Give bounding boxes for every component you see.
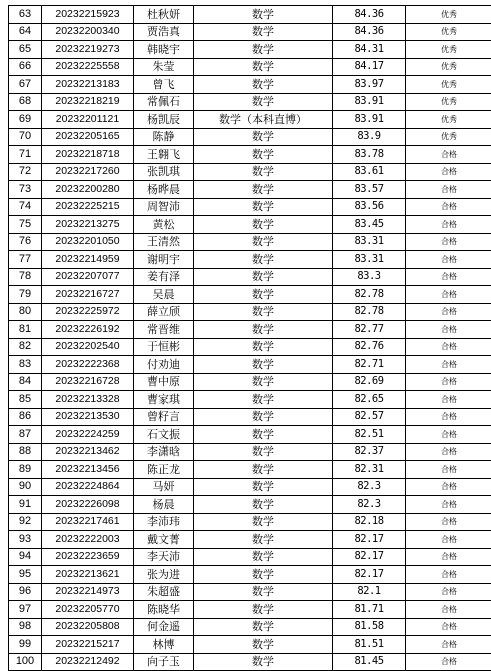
grade-cell: 合格 xyxy=(406,566,491,584)
table-row xyxy=(9,653,491,671)
score-cell: 81.45 xyxy=(333,653,406,671)
student-name-cell: 何金遥 xyxy=(134,618,194,636)
major-cell: 数学 xyxy=(194,618,333,636)
major-cell: 数学 xyxy=(194,513,333,531)
student-name-cell: 曾籽言 xyxy=(134,408,194,426)
major-cell: 数学 xyxy=(194,58,333,76)
rank-cell: 87 xyxy=(9,426,42,444)
rank-cell: 98 xyxy=(9,618,42,636)
table-row xyxy=(9,548,491,566)
major-cell: 数学 xyxy=(194,408,333,426)
student-name-cell: 吴晨 xyxy=(134,286,194,304)
rank-cell: 90 xyxy=(9,478,42,496)
student-name-cell: 李天沛 xyxy=(134,548,194,566)
major-cell: 数学 xyxy=(194,268,333,286)
table-row xyxy=(9,478,491,496)
student-id-cell: 20232222003 xyxy=(42,531,134,549)
grade-cell: 合格 xyxy=(406,198,491,216)
student-id-cell: 20232201121 xyxy=(42,111,134,129)
rank-cell: 64 xyxy=(9,23,42,41)
table-row xyxy=(9,286,491,304)
rank-cell: 86 xyxy=(9,408,42,426)
major-cell: 数学 xyxy=(194,216,333,234)
table-row xyxy=(9,356,491,374)
grade-cell: 合格 xyxy=(406,373,491,391)
grade-cell: 合格 xyxy=(406,356,491,374)
rank-cell: 84 xyxy=(9,373,42,391)
rank-cell: 79 xyxy=(9,286,42,304)
major-cell: 数学 xyxy=(194,321,333,339)
student-id-cell: 20232226192 xyxy=(42,321,134,339)
score-cell: 83.31 xyxy=(333,233,406,251)
grade-cell: 优秀 xyxy=(406,93,491,111)
table-row xyxy=(9,408,491,426)
rank-cell: 66 xyxy=(9,58,42,76)
rank-cell: 99 xyxy=(9,636,42,654)
student-name-cell: 曾飞 xyxy=(134,76,194,94)
major-cell: 数学 xyxy=(194,583,333,601)
grade-cell: 合格 xyxy=(406,531,491,549)
student-id-cell: 20232225215 xyxy=(42,198,134,216)
table-row xyxy=(9,111,491,129)
major-cell: 数学 xyxy=(194,496,333,514)
grade-cell: 合格 xyxy=(406,163,491,181)
rank-cell: 78 xyxy=(9,268,42,286)
table-row xyxy=(9,41,491,59)
rank-cell: 83 xyxy=(9,356,42,374)
score-cell: 83.31 xyxy=(333,251,406,269)
student-id-cell: 20232224864 xyxy=(42,478,134,496)
score-cell: 82.77 xyxy=(333,321,406,339)
rank-cell: 96 xyxy=(9,583,42,601)
score-cell: 82.1 xyxy=(333,583,406,601)
major-cell: 数学 xyxy=(194,531,333,549)
score-cell: 83.3 xyxy=(333,268,406,286)
major-cell: 数学 xyxy=(194,443,333,461)
grade-cell: 合格 xyxy=(406,653,491,671)
major-cell: 数学 xyxy=(194,338,333,356)
student-id-cell: 20232205808 xyxy=(42,618,134,636)
table-row xyxy=(9,583,491,601)
student-name-cell: 杨晨 xyxy=(134,496,194,514)
rank-cell: 85 xyxy=(9,391,42,409)
student-name-cell: 张为进 xyxy=(134,566,194,584)
student-name-cell: 王翱飞 xyxy=(134,146,194,164)
table-row xyxy=(9,461,491,479)
student-id-cell: 20232202540 xyxy=(42,338,134,356)
grade-cell: 优秀 xyxy=(406,6,491,24)
table-row xyxy=(9,373,491,391)
table-row xyxy=(9,303,491,321)
grade-cell: 合格 xyxy=(406,251,491,269)
table-row xyxy=(9,618,491,636)
student-name-cell: 周智沛 xyxy=(134,198,194,216)
table-row xyxy=(9,443,491,461)
grade-cell: 合格 xyxy=(406,268,491,286)
grade-cell: 合格 xyxy=(406,478,491,496)
grade-table xyxy=(8,5,491,671)
student-id-cell: 20232213621 xyxy=(42,566,134,584)
score-cell: 82.37 xyxy=(333,443,406,461)
student-id-cell: 20232200340 xyxy=(42,23,134,41)
rank-cell: 63 xyxy=(9,6,42,24)
rank-cell: 65 xyxy=(9,41,42,59)
student-name-cell: 谢明宇 xyxy=(134,251,194,269)
major-cell: 数学 xyxy=(194,566,333,584)
major-cell: 数学 xyxy=(194,93,333,111)
score-cell: 82.65 xyxy=(333,391,406,409)
score-cell: 83.78 xyxy=(333,146,406,164)
grade-cell: 合格 xyxy=(406,443,491,461)
major-cell: 数学 xyxy=(194,373,333,391)
table-row xyxy=(9,531,491,549)
rank-cell: 69 xyxy=(9,111,42,129)
student-id-cell: 20232200280 xyxy=(42,181,134,199)
major-cell: 数学 xyxy=(194,198,333,216)
major-cell: 数学 xyxy=(194,41,333,59)
grade-cell: 合格 xyxy=(406,583,491,601)
table-row xyxy=(9,76,491,94)
student-name-cell: 李潇晗 xyxy=(134,443,194,461)
table-row xyxy=(9,268,491,286)
table-row xyxy=(9,163,491,181)
grade-cell: 合格 xyxy=(406,426,491,444)
score-cell: 82.3 xyxy=(333,496,406,514)
student-name-cell: 付劝迪 xyxy=(134,356,194,374)
student-id-cell: 20232213183 xyxy=(42,76,134,94)
major-cell: 数学 xyxy=(194,181,333,199)
grade-cell: 优秀 xyxy=(406,128,491,146)
table-row xyxy=(9,321,491,339)
student-id-cell: 20232224259 xyxy=(42,426,134,444)
grade-cell: 合格 xyxy=(406,303,491,321)
student-id-cell: 20232219273 xyxy=(42,41,134,59)
score-cell: 82.17 xyxy=(333,531,406,549)
rank-cell: 70 xyxy=(9,128,42,146)
student-name-cell: 黄松 xyxy=(134,216,194,234)
major-cell: 数学 xyxy=(194,426,333,444)
score-cell: 82.51 xyxy=(333,426,406,444)
rank-cell: 73 xyxy=(9,181,42,199)
student-id-cell: 20232215217 xyxy=(42,636,134,654)
major-cell: 数学 xyxy=(194,251,333,269)
student-name-cell: 杜秋妍 xyxy=(134,6,194,24)
major-cell: 数学 xyxy=(194,23,333,41)
score-cell: 82.57 xyxy=(333,408,406,426)
rank-cell: 100 xyxy=(9,653,42,671)
student-name-cell: 林博 xyxy=(134,636,194,654)
student-name-cell: 陈静 xyxy=(134,128,194,146)
rank-cell: 67 xyxy=(9,76,42,94)
rank-cell: 74 xyxy=(9,198,42,216)
student-id-cell: 20232218718 xyxy=(42,146,134,164)
student-name-cell: 曹家琪 xyxy=(134,391,194,409)
student-name-cell: 常佩石 xyxy=(134,93,194,111)
major-cell: 数学 xyxy=(194,163,333,181)
student-id-cell: 20232218219 xyxy=(42,93,134,111)
score-cell: 84.36 xyxy=(333,6,406,24)
grade-cell: 合格 xyxy=(406,461,491,479)
grade-cell: 优秀 xyxy=(406,111,491,129)
table-row xyxy=(9,426,491,444)
table-row xyxy=(9,233,491,251)
student-name-cell: 石文振 xyxy=(134,426,194,444)
score-cell: 82.71 xyxy=(333,356,406,374)
major-cell: 数学 xyxy=(194,548,333,566)
table-row xyxy=(9,128,491,146)
major-cell: 数学 xyxy=(194,461,333,479)
rank-cell: 80 xyxy=(9,303,42,321)
score-cell: 83.45 xyxy=(333,216,406,234)
table-row xyxy=(9,181,491,199)
table-row xyxy=(9,601,491,619)
score-cell: 82.31 xyxy=(333,461,406,479)
grade-cell: 优秀 xyxy=(406,23,491,41)
student-id-cell: 20232213462 xyxy=(42,443,134,461)
rank-cell: 92 xyxy=(9,513,42,531)
score-cell: 83.56 xyxy=(333,198,406,216)
student-name-cell: 戴文菁 xyxy=(134,531,194,549)
student-name-cell: 向子玉 xyxy=(134,653,194,671)
grade-cell: 合格 xyxy=(406,321,491,339)
score-cell: 84.17 xyxy=(333,58,406,76)
score-cell: 84.31 xyxy=(333,41,406,59)
rank-cell: 81 xyxy=(9,321,42,339)
student-name-cell: 王清然 xyxy=(134,233,194,251)
major-cell: 数学 xyxy=(194,601,333,619)
grade-cell: 合格 xyxy=(406,391,491,409)
rank-cell: 72 xyxy=(9,163,42,181)
table-row xyxy=(9,566,491,584)
grade-cell: 合格 xyxy=(406,408,491,426)
rank-cell: 82 xyxy=(9,338,42,356)
table-row xyxy=(9,146,491,164)
grade-cell: 优秀 xyxy=(406,58,491,76)
student-id-cell: 20232226098 xyxy=(42,496,134,514)
score-cell: 81.58 xyxy=(333,618,406,636)
student-id-cell: 20232217461 xyxy=(42,513,134,531)
student-name-cell: 朱超盛 xyxy=(134,583,194,601)
student-id-cell: 20232225972 xyxy=(42,303,134,321)
rank-cell: 91 xyxy=(9,496,42,514)
score-cell: 81.51 xyxy=(333,636,406,654)
rank-cell: 88 xyxy=(9,443,42,461)
student-name-cell: 贾浩真 xyxy=(134,23,194,41)
student-name-cell: 杨晔晨 xyxy=(134,181,194,199)
student-id-cell: 20232216727 xyxy=(42,286,134,304)
student-name-cell: 于恒彬 xyxy=(134,338,194,356)
student-name-cell: 杨凯辰 xyxy=(134,111,194,129)
table-row xyxy=(9,58,491,76)
student-name-cell: 李沛玮 xyxy=(134,513,194,531)
rank-cell: 94 xyxy=(9,548,42,566)
score-cell: 82.17 xyxy=(333,566,406,584)
student-name-cell: 曹中原 xyxy=(134,373,194,391)
table-row xyxy=(9,636,491,654)
student-id-cell: 20232222368 xyxy=(42,356,134,374)
table-row xyxy=(9,93,491,111)
table-row xyxy=(9,338,491,356)
student-name-cell: 陈正龙 xyxy=(134,461,194,479)
major-cell: 数学 xyxy=(194,128,333,146)
score-cell: 84.36 xyxy=(333,23,406,41)
score-cell: 82.17 xyxy=(333,548,406,566)
rank-cell: 68 xyxy=(9,93,42,111)
score-cell: 82.78 xyxy=(333,286,406,304)
student-id-cell: 20232213530 xyxy=(42,408,134,426)
grade-cell: 合格 xyxy=(406,618,491,636)
major-cell: 数学 xyxy=(194,653,333,671)
table-row xyxy=(9,6,491,24)
score-cell: 83.57 xyxy=(333,181,406,199)
rank-cell: 89 xyxy=(9,461,42,479)
score-cell: 82.3 xyxy=(333,478,406,496)
table-row xyxy=(9,23,491,41)
student-name-cell: 韩晓宇 xyxy=(134,41,194,59)
grade-cell: 合格 xyxy=(406,338,491,356)
student-name-cell: 常晋维 xyxy=(134,321,194,339)
major-cell: 数学 xyxy=(194,636,333,654)
grade-cell: 合格 xyxy=(406,601,491,619)
rank-cell: 71 xyxy=(9,146,42,164)
student-id-cell: 20232214973 xyxy=(42,583,134,601)
score-cell: 83.9 xyxy=(333,128,406,146)
student-id-cell: 20232225558 xyxy=(42,58,134,76)
student-id-cell: 20232223659 xyxy=(42,548,134,566)
rank-cell: 77 xyxy=(9,251,42,269)
grade-cell: 合格 xyxy=(406,636,491,654)
table-row xyxy=(9,496,491,514)
major-cell: 数学 xyxy=(194,303,333,321)
table-row xyxy=(9,216,491,234)
student-name-cell: 马妍 xyxy=(134,478,194,496)
grade-table-body xyxy=(9,6,491,671)
student-id-cell: 20232205165 xyxy=(42,128,134,146)
student-name-cell: 张凯琪 xyxy=(134,163,194,181)
score-cell: 83.61 xyxy=(333,163,406,181)
major-cell: 数学 xyxy=(194,356,333,374)
student-id-cell: 20232205770 xyxy=(42,601,134,619)
student-id-cell: 20232213328 xyxy=(42,391,134,409)
score-cell: 81.71 xyxy=(333,601,406,619)
score-cell: 82.18 xyxy=(333,513,406,531)
student-name-cell: 薛立颀 xyxy=(134,303,194,321)
major-cell: 数学 xyxy=(194,6,333,24)
grade-cell: 合格 xyxy=(406,286,491,304)
major-cell: 数学 xyxy=(194,146,333,164)
rank-cell: 95 xyxy=(9,566,42,584)
grade-cell: 优秀 xyxy=(406,41,491,59)
rank-cell: 97 xyxy=(9,601,42,619)
student-name-cell: 朱莹 xyxy=(134,58,194,76)
grade-cell: 优秀 xyxy=(406,76,491,94)
rank-cell: 93 xyxy=(9,531,42,549)
score-cell: 83.91 xyxy=(333,93,406,111)
student-id-cell: 20232213275 xyxy=(42,216,134,234)
major-cell: 数学 xyxy=(194,286,333,304)
rank-cell: 76 xyxy=(9,233,42,251)
student-id-cell: 20232214959 xyxy=(42,251,134,269)
student-id-cell: 20232201050 xyxy=(42,233,134,251)
student-id-cell: 20232217260 xyxy=(42,163,134,181)
grade-cell: 合格 xyxy=(406,181,491,199)
table-row xyxy=(9,198,491,216)
major-cell: 数学 xyxy=(194,76,333,94)
student-id-cell: 20232212492 xyxy=(42,653,134,671)
grade-cell: 合格 xyxy=(406,513,491,531)
grade-cell: 合格 xyxy=(406,146,491,164)
major-cell: 数学 xyxy=(194,233,333,251)
grade-cell: 合格 xyxy=(406,548,491,566)
major-cell: 数学 xyxy=(194,391,333,409)
grade-cell: 合格 xyxy=(406,496,491,514)
student-name-cell: 姜有泽 xyxy=(134,268,194,286)
grade-cell: 合格 xyxy=(406,216,491,234)
rank-cell: 75 xyxy=(9,216,42,234)
student-id-cell: 20232215923 xyxy=(42,6,134,24)
student-name-cell: 陈晓华 xyxy=(134,601,194,619)
student-id-cell: 20232207077 xyxy=(42,268,134,286)
score-cell: 82.76 xyxy=(333,338,406,356)
score-cell: 83.91 xyxy=(333,111,406,129)
major-cell: 数学 xyxy=(194,478,333,496)
student-id-cell: 20232216728 xyxy=(42,373,134,391)
score-cell: 82.69 xyxy=(333,373,406,391)
score-cell: 83.97 xyxy=(333,76,406,94)
table-row xyxy=(9,391,491,409)
major-cell: 数学（本科直博） xyxy=(194,111,333,129)
score-cell: 82.78 xyxy=(333,303,406,321)
grade-cell: 合格 xyxy=(406,233,491,251)
table-row xyxy=(9,513,491,531)
student-id-cell: 20232213456 xyxy=(42,461,134,479)
table-row xyxy=(9,251,491,269)
